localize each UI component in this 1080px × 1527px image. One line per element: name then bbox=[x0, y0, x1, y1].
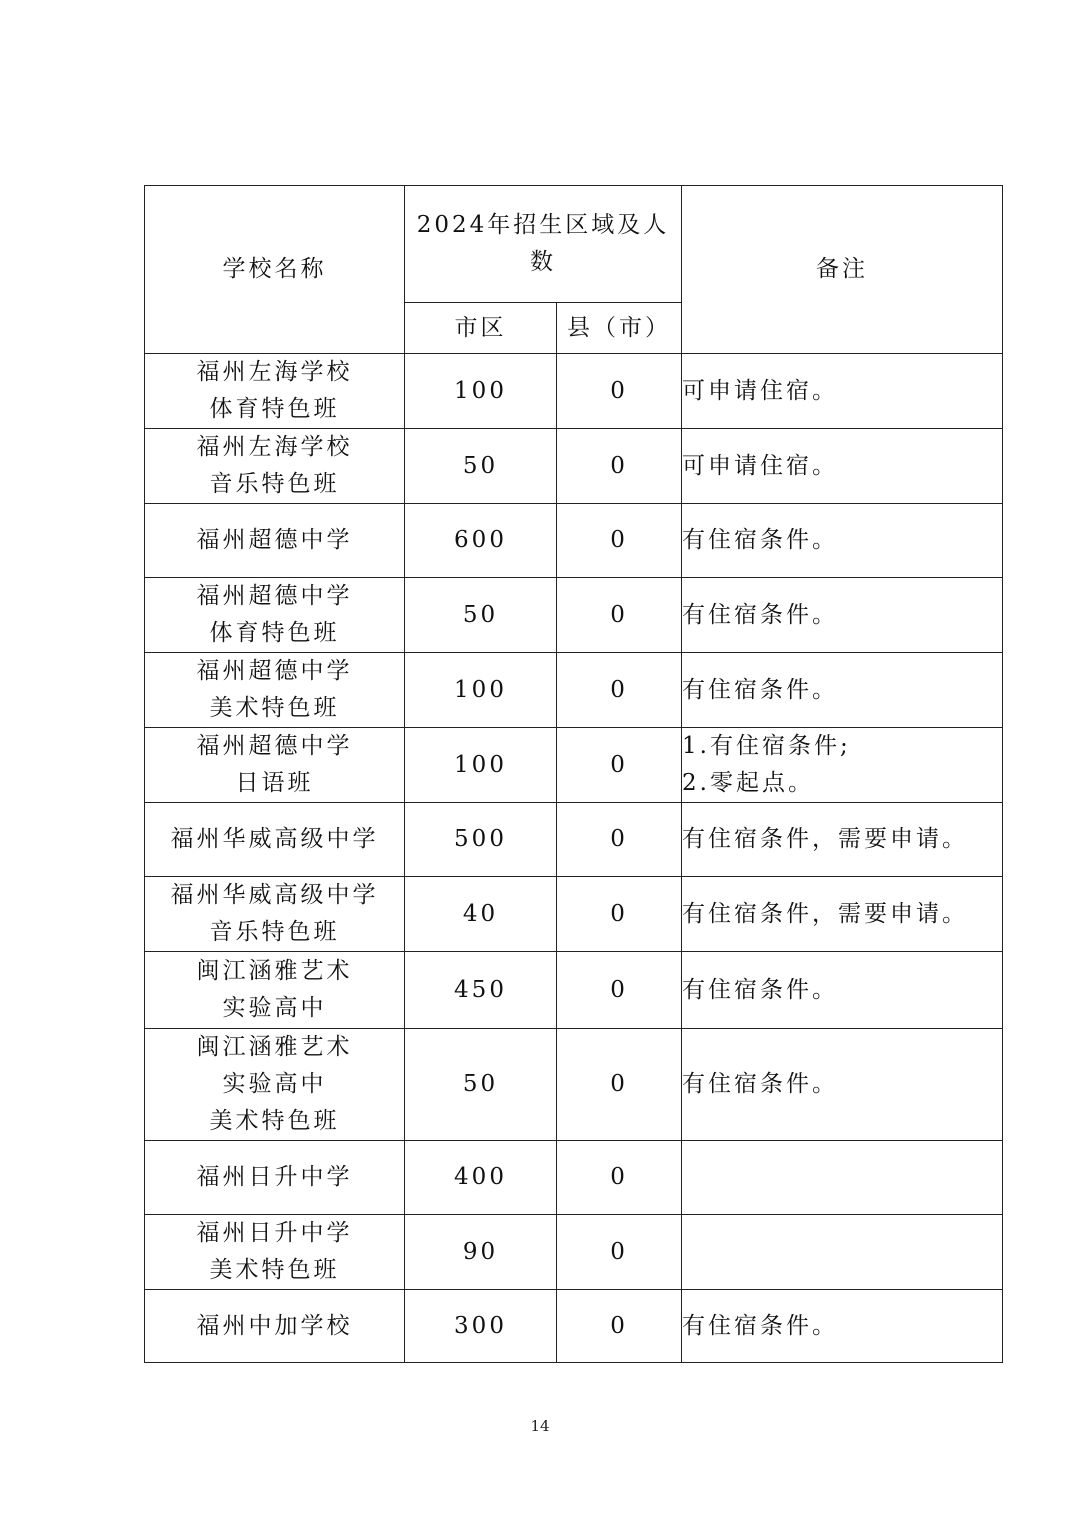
table-row bbox=[145, 1141, 1003, 1215]
school-name-line: 福州中加学校 bbox=[196, 1312, 353, 1339]
table-row bbox=[145, 504, 1003, 578]
remark-cell bbox=[682, 578, 1003, 653]
school-name-line: 福州日升中学 bbox=[196, 1220, 353, 1246]
header-county-city: 县（市） bbox=[557, 303, 682, 354]
county-quota-cell: 0 bbox=[557, 877, 682, 952]
remark-line: 可申请住宿。 bbox=[682, 452, 839, 479]
city-quota-cell: 300 bbox=[405, 1290, 557, 1363]
school-name-line: 福州华威高级中学 bbox=[170, 826, 379, 852]
school-name-line: 福州超德中学 bbox=[196, 527, 353, 553]
county-quota-cell: 0 bbox=[557, 803, 682, 877]
remark-cell bbox=[682, 354, 1003, 429]
city-quota-cell: 100 bbox=[405, 354, 557, 429]
city-quota-cell: 40 bbox=[405, 877, 557, 952]
school-name-cell bbox=[145, 1141, 405, 1215]
school-name-cell bbox=[145, 354, 405, 429]
city-quota-cell: 450 bbox=[405, 952, 557, 1029]
remark-line: 有住宿条件，需要申请。 bbox=[682, 900, 969, 927]
school-name-cell bbox=[145, 952, 405, 1029]
table-row bbox=[145, 653, 1003, 728]
county-quota-cell: 0 bbox=[557, 1215, 682, 1290]
remark-line: 有住宿条件。 bbox=[682, 676, 839, 703]
header-school-name: 学校名称 bbox=[145, 186, 405, 354]
school-name-line: 体育特色班 bbox=[209, 620, 340, 646]
county-quota-cell: 0 bbox=[557, 1290, 682, 1363]
county-quota-cell: 0 bbox=[557, 1141, 682, 1215]
remark-cell bbox=[682, 952, 1003, 1029]
school-name-cell bbox=[145, 1029, 405, 1141]
school-name-line: 福州超德中学 bbox=[196, 583, 353, 609]
table-row bbox=[145, 578, 1003, 653]
city-quota-cell: 500 bbox=[405, 803, 557, 877]
county-quota-cell: 0 bbox=[557, 952, 682, 1029]
table-row bbox=[145, 354, 1003, 429]
county-quota-cell: 0 bbox=[557, 429, 682, 504]
school-name-line: 音乐特色班 bbox=[209, 919, 340, 945]
header-enrollment-group: 2024年招生区域及人数 bbox=[405, 186, 682, 303]
remark-cell bbox=[682, 653, 1003, 728]
remark-cell bbox=[682, 1141, 1003, 1215]
city-quota-cell: 50 bbox=[405, 1029, 557, 1141]
city-quota-cell: 100 bbox=[405, 653, 557, 728]
school-name-line: 美术特色班 bbox=[209, 1257, 340, 1283]
school-name-line: 福州华威高级中学 bbox=[170, 882, 379, 908]
table-row bbox=[145, 1290, 1003, 1363]
school-name-line: 福州超德中学 bbox=[196, 658, 353, 684]
remark-cell bbox=[682, 1215, 1003, 1290]
school-name-cell bbox=[145, 803, 405, 877]
city-quota-cell: 90 bbox=[405, 1215, 557, 1290]
school-name-line: 实验高中 bbox=[222, 1071, 327, 1097]
enrollment-table bbox=[144, 185, 1003, 1363]
school-name-line: 闽江涵雅艺术 bbox=[196, 1034, 353, 1060]
county-quota-cell: 0 bbox=[557, 728, 682, 803]
school-name-line: 福州日升中学 bbox=[196, 1164, 353, 1190]
header-row-1 bbox=[145, 186, 1003, 303]
school-name-cell bbox=[145, 728, 405, 803]
school-name-line: 体育特色班 bbox=[209, 396, 340, 422]
table-row bbox=[145, 803, 1003, 877]
remark-line: 1.有住宿条件; bbox=[682, 733, 851, 759]
county-quota-cell: 0 bbox=[557, 1029, 682, 1141]
county-quota-cell: 0 bbox=[557, 578, 682, 653]
remark-line: 2.零起点。 bbox=[682, 770, 814, 796]
school-name-line: 日语班 bbox=[235, 770, 314, 796]
school-name-line: 音乐特色班 bbox=[209, 471, 340, 497]
remark-cell bbox=[682, 1029, 1003, 1141]
city-quota-cell: 400 bbox=[405, 1141, 557, 1215]
school-name-cell bbox=[145, 653, 405, 728]
remark-line: 有住宿条件，需要申请。 bbox=[682, 826, 969, 852]
remark-cell bbox=[682, 429, 1003, 504]
remark-line: 有住宿条件。 bbox=[682, 1312, 839, 1339]
county-quota-cell: 0 bbox=[557, 653, 682, 728]
school-name-cell bbox=[145, 1290, 405, 1363]
table-row bbox=[145, 429, 1003, 504]
remark-cell bbox=[682, 728, 1003, 803]
table-row bbox=[145, 1029, 1003, 1141]
county-quota-cell: 0 bbox=[557, 504, 682, 578]
school-name-line: 福州超德中学 bbox=[196, 733, 353, 759]
remark-line: 有住宿条件。 bbox=[682, 601, 839, 628]
county-quota-cell: 0 bbox=[557, 354, 682, 429]
city-quota-cell: 100 bbox=[405, 728, 557, 803]
remark-line: 有住宿条件。 bbox=[682, 976, 839, 1003]
page-number: 14 bbox=[530, 1417, 550, 1435]
school-name-cell bbox=[145, 877, 405, 952]
school-name-line: 福州左海学校 bbox=[196, 359, 353, 385]
school-name-line: 闽江涵雅艺术 bbox=[196, 958, 353, 984]
school-name-line: 美术特色班 bbox=[209, 1108, 340, 1134]
remark-cell bbox=[682, 803, 1003, 877]
city-quota-cell: 50 bbox=[405, 429, 557, 504]
table-row bbox=[145, 952, 1003, 1029]
school-name-line: 实验高中 bbox=[222, 995, 327, 1021]
table-row bbox=[145, 1215, 1003, 1290]
remark-line: 可申请住宿。 bbox=[682, 377, 839, 404]
school-name-cell bbox=[145, 504, 405, 578]
school-name-line: 美术特色班 bbox=[209, 695, 340, 721]
school-name-cell bbox=[145, 429, 405, 504]
table-row bbox=[145, 728, 1003, 803]
remark-cell bbox=[682, 1290, 1003, 1363]
remark-line: 有住宿条件。 bbox=[682, 527, 839, 553]
school-name-line: 福州左海学校 bbox=[196, 434, 353, 460]
header-city-district: 市区 bbox=[405, 303, 557, 354]
header-remarks: 备注 bbox=[682, 186, 1003, 354]
remark-cell bbox=[682, 877, 1003, 952]
table-row bbox=[145, 877, 1003, 952]
school-name-cell bbox=[145, 1215, 405, 1290]
remark-cell bbox=[682, 504, 1003, 578]
school-name-cell bbox=[145, 578, 405, 653]
table-body bbox=[145, 186, 1003, 1363]
remark-line: 有住宿条件。 bbox=[682, 1071, 839, 1097]
city-quota-cell: 600 bbox=[405, 504, 557, 578]
city-quota-cell: 50 bbox=[405, 578, 557, 653]
